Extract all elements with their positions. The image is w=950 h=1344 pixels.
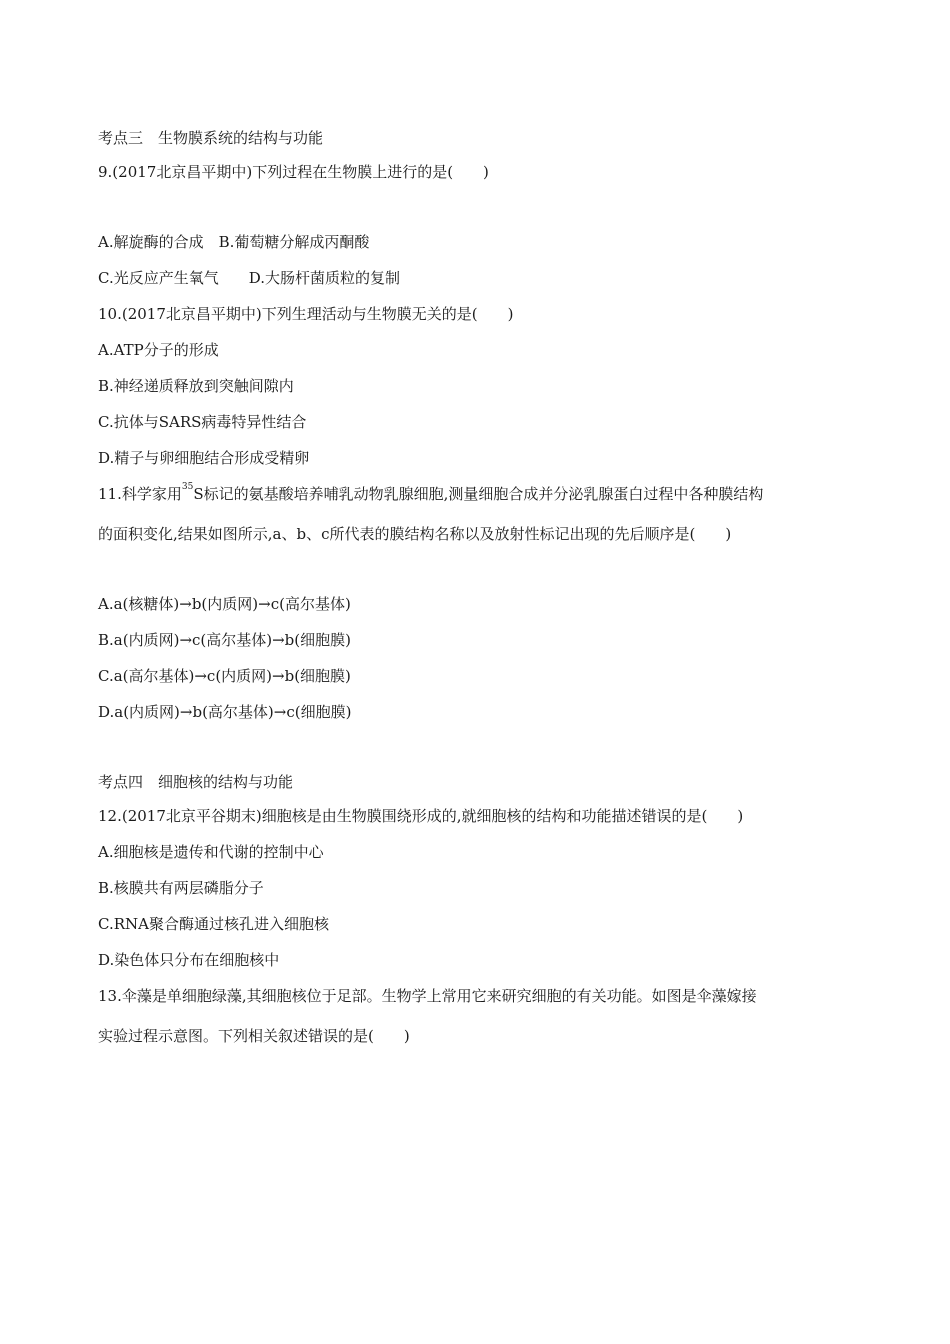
question-10-stem: 10.(2017北京昌平期中)下列生理活动与生物膜无关的是( ) (98, 305, 514, 323)
question-9-stem: 9.(2017北京昌平期中)下列过程在生物膜上进行的是( ) (98, 163, 489, 181)
section-title-3: 考点三 生物膜系统的结构与功能 (98, 129, 324, 147)
question-12-stem: 12.(2017北京平谷期末)细胞核是由生物膜围绕形成的,就细胞核的结构和功能描述错误的是( ) (98, 807, 744, 825)
question-9-options-ab: A.解旋酶的合成 B.葡萄糖分解成丙酮酸 (98, 233, 370, 251)
question-10-option-b: B.神经递质释放到突触间隙内 (98, 377, 294, 395)
question-12-option-a: A.细胞核是遗传和代谢的控制中心 (98, 843, 324, 861)
question-12-option-c: C.RNA聚合酶通过核孔进入细胞核 (98, 915, 329, 933)
question-11-stem-post: S标记的氨基酸培养哺乳动物乳腺细胞,测量细胞合成并分泌乳腺蛋白过程中各种膜结构 (193, 485, 764, 503)
question-9-options-cd: C.光反应产生氧气 D.大肠杆菌质粒的复制 (98, 269, 400, 287)
question-13-stem-line1: 13.伞藻是单细胞绿藻,其细胞核位于足部。生物学上常用它来研究细胞的有关功能。如图是伞藻嫁接 (98, 987, 757, 1005)
question-11-stem-line2: 的面积变化,结果如图所示,a、b、c所代表的膜结构名称以及放射性标记出现的先后顺序是( ) (98, 525, 732, 543)
question-11-stem-line1 (98, 484, 763, 504)
question-11-option-d: D.a(内质网)→b(高尔基体)→c(细胞膜) (98, 703, 352, 721)
section-title-4: 考点四 细胞核的结构与功能 (98, 773, 294, 791)
question-10-option-a: A.ATP分子的形成 (98, 341, 219, 359)
question-10-option-c: C.抗体与SARS病毒特异性结合 (98, 413, 307, 431)
question-10-option-d: D.精子与卵细胞结合形成受精卵 (98, 449, 310, 467)
question-11-option-a: A.a(核糖体)→b(内质网)→c(高尔基体) (98, 595, 351, 613)
question-11-option-b: B.a(内质网)→c(高尔基体)→b(细胞膜) (98, 631, 351, 649)
question-11-stem-pre: 11.科学家用 (98, 485, 182, 503)
question-11-option-c: C.a(高尔基体)→c(内质网)→b(细胞膜) (98, 667, 351, 685)
question-13-stem-line2: 实验过程示意图。下列相关叙述错误的是( ) (98, 1027, 410, 1045)
question-12-option-b: B.核膜共有两层磷脂分子 (98, 879, 264, 897)
question-12-option-d: D.染色体只分布在细胞核中 (98, 951, 280, 969)
isotope-mass: 35 (181, 482, 194, 492)
